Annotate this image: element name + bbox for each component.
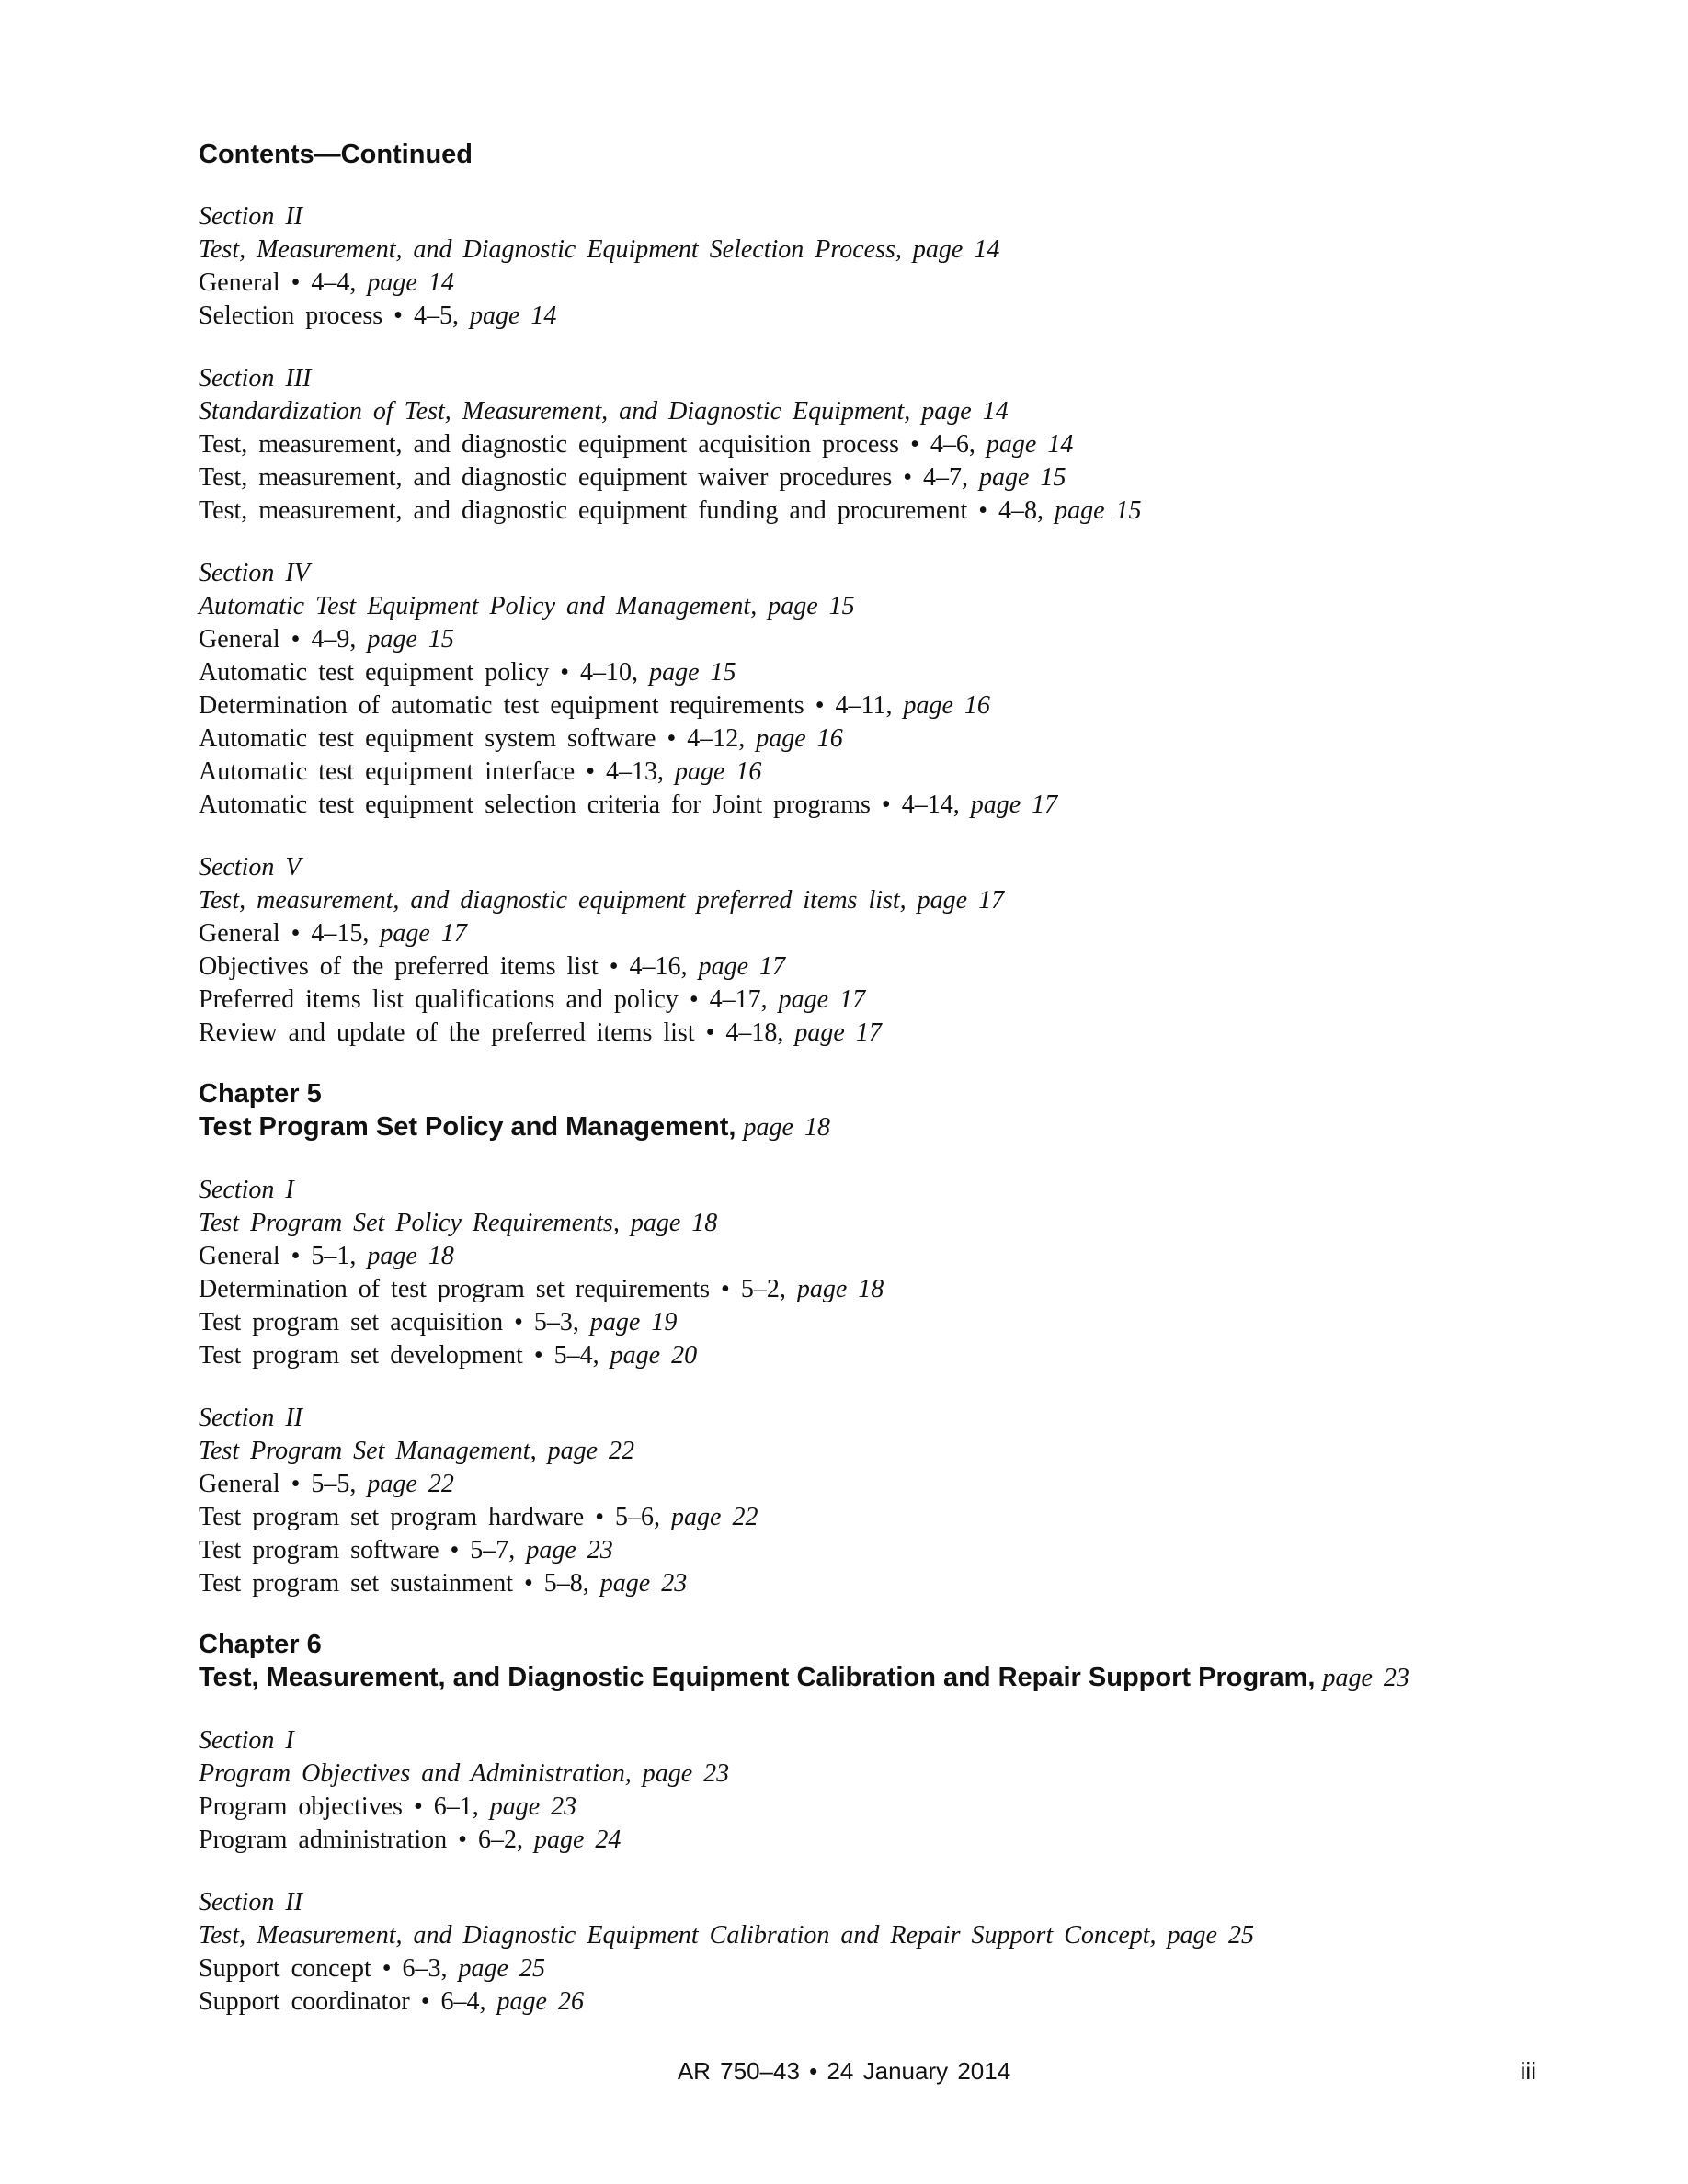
toc-entry[interactable]: [199, 1534, 1633, 1567]
toc-entry-page: page 18: [796, 1275, 884, 1303]
toc-entry-text: Review and update of the preferred items list • 4–18,: [199, 1018, 795, 1047]
toc-entry-text: Automatic test equipment selection criteria for Joint programs • 4–14,: [199, 791, 971, 819]
toc-entry-page: page 23: [599, 1569, 688, 1598]
section-label: Section V: [199, 853, 302, 882]
toc-section: [199, 851, 1633, 1050]
section-title[interactable]: Program Objectives and Administration, page 23: [199, 1759, 730, 1788]
toc-entry-text: Test program set development • 5–4,: [199, 1341, 610, 1370]
toc-entry-page: page 22: [671, 1503, 758, 1531]
toc-entry-text: Selection process • 4–5,: [199, 301, 470, 330]
toc-entry-text: Preferred items list qualifications and policy • 4–17,: [199, 985, 779, 1014]
chapter-title-row[interactable]: [199, 1110, 1633, 1144]
toc-entry-page: page 22: [367, 1470, 454, 1498]
toc-entry-text: Determination of test program set requirements • 5–2,: [199, 1275, 797, 1303]
toc-entry[interactable]: [199, 1240, 1633, 1273]
toc-entry-page: page 23: [526, 1536, 613, 1564]
section-label: Section II: [199, 202, 303, 231]
toc-entry-text: Test program set sustainment • 5–8,: [199, 1569, 600, 1598]
toc-entry[interactable]: [199, 495, 1633, 528]
toc-entry[interactable]: [199, 428, 1633, 461]
toc-entry-text: Support coordinator • 6–4,: [199, 1987, 497, 2016]
toc-entry-page: page 15: [1055, 496, 1142, 525]
toc-entry-page: page 15: [367, 625, 454, 654]
toc-entry[interactable]: [199, 1567, 1633, 1600]
toc-entry-page: page 17: [778, 985, 866, 1014]
section-label: Section I: [199, 1726, 294, 1755]
toc-entry[interactable]: [199, 1952, 1633, 1985]
section-label: Section IV: [199, 559, 310, 587]
section-label: Section I: [199, 1176, 294, 1204]
toc-entry-page: page 19: [589, 1308, 678, 1337]
toc-entry-page: page 14: [469, 301, 557, 330]
toc-section: [199, 362, 1633, 528]
toc-entry-page: page 26: [496, 1987, 584, 2016]
chapter-label: Chapter 6: [199, 1630, 322, 1659]
toc-entry-text: Support concept • 6–3,: [199, 1954, 459, 1983]
toc-entry[interactable]: [199, 300, 1633, 333]
toc-entry-page: page 25: [458, 1954, 545, 1983]
toc-entry-page: page 17: [380, 919, 467, 948]
section-title[interactable]: Test, Measurement, and Diagnostic Equipment Calibration and Repair Support Concept, page 25: [199, 1921, 1254, 1950]
toc-entry-page: page 23: [489, 1792, 577, 1821]
toc-entry-page: page 15: [979, 463, 1066, 492]
toc-entry[interactable]: [199, 917, 1633, 950]
toc-section: [199, 1402, 1633, 1600]
toc-entry-text: Program administration • 6–2,: [199, 1826, 534, 1854]
section-label: Section II: [199, 1888, 303, 1917]
table-of-contents: [199, 200, 1633, 2019]
toc-entry-text: Program objectives • 6–1,: [199, 1792, 490, 1821]
toc-entry-page: page 14: [986, 430, 1074, 459]
toc-entry-page: page 15: [649, 658, 736, 687]
toc-entry[interactable]: [199, 1017, 1633, 1050]
toc-entry-text: Test, measurement, and diagnostic equipment waiver procedures • 4–7,: [199, 463, 980, 492]
toc-entry-text: Objectives of the preferred items list • 4–16,: [199, 952, 699, 981]
toc-entry[interactable]: [199, 1791, 1633, 1824]
toc-entry-text: Test program software • 5–7,: [199, 1536, 527, 1564]
toc-entry[interactable]: [199, 950, 1633, 984]
toc-entry[interactable]: [199, 1985, 1633, 2019]
toc-entry-page: page 14: [367, 268, 454, 297]
toc-section: [199, 557, 1633, 822]
toc-entry[interactable]: [199, 984, 1633, 1017]
toc-entry-text: General • 4–9,: [199, 625, 368, 654]
spacer: [736, 1112, 743, 1142]
chapter-title: Test, Measurement, and Diagnostic Equipment Calibration and Repair Support Program,: [199, 1663, 1316, 1692]
chapter-page: page 18: [743, 1113, 830, 1142]
toc-entry-page: page 16: [675, 757, 762, 786]
toc-entry[interactable]: [199, 689, 1633, 722]
toc-entry-text: Test, measurement, and diagnostic equipment acquisition process • 4–6,: [199, 430, 987, 459]
toc-chapter: [199, 1077, 1633, 1144]
contents-page: [199, 138, 1633, 2019]
toc-entry-page: page 16: [756, 724, 843, 753]
toc-section: [199, 1724, 1633, 1857]
toc-entry-text: Test program set program hardware • 5–6,: [199, 1503, 672, 1531]
toc-entry[interactable]: [199, 789, 1633, 822]
toc-entry[interactable]: [199, 623, 1633, 656]
toc-entry[interactable]: [199, 461, 1633, 495]
toc-entry[interactable]: [199, 656, 1633, 689]
toc-entry[interactable]: [199, 1501, 1633, 1534]
section-title[interactable]: Test, Measurement, and Diagnostic Equipment Selection Process, page 14: [199, 235, 1000, 264]
section-title[interactable]: Standardization of Test, Measurement, and Diagnostic Equipment, page 14: [199, 397, 1009, 426]
toc-entry-text: Automatic test equipment interface • 4–13,: [199, 757, 675, 786]
toc-entry-text: Determination of automatic test equipment requirements • 4–11,: [199, 691, 904, 720]
section-label: Section III: [199, 364, 312, 392]
footer-citation: AR 750–43 • 24 January 2014: [677, 2057, 1011, 2085]
toc-section: [199, 1886, 1633, 2019]
section-label: Section II: [199, 1404, 303, 1432]
section-title[interactable]: Test, measurement, and diagnostic equipment preferred items list, page 17: [199, 886, 1005, 915]
toc-entry-text: Test program set acquisition • 5–3,: [199, 1308, 590, 1337]
toc-entry-text: General • 4–4,: [199, 268, 368, 297]
toc-entry-text: General • 4–15,: [199, 919, 381, 948]
toc-entry-text: General • 5–5,: [199, 1470, 368, 1498]
page-footer: [0, 2054, 1688, 2091]
toc-entry-text: Test, measurement, and diagnostic equipment funding and procurement • 4–8,: [199, 496, 1055, 525]
toc-entry-text: Automatic test equipment system software • 4–12,: [199, 724, 757, 753]
toc-section: [199, 1174, 1633, 1372]
chapter-label: Chapter 5: [199, 1079, 322, 1109]
toc-entry-page: page 16: [903, 691, 990, 720]
toc-entry-page: page 17: [794, 1018, 882, 1047]
toc-entry-page: page 17: [970, 791, 1058, 819]
footer-page-number: iii: [1520, 2057, 1536, 2085]
chapter-title: Test Program Set Policy and Management,: [199, 1112, 736, 1142]
toc-entry[interactable]: [199, 1468, 1633, 1501]
toc-chapter: [199, 1628, 1633, 1695]
toc-entry[interactable]: [199, 1824, 1633, 1857]
toc-entry-text: Automatic test equipment policy • 4–10,: [199, 658, 650, 687]
toc-entry[interactable]: [199, 267, 1633, 300]
toc-entry-page: page 18: [367, 1242, 454, 1270]
chapter-title-row[interactable]: [199, 1661, 1633, 1695]
toc-entry[interactable]: [199, 1339, 1633, 1372]
toc-entry-page: page 17: [698, 952, 785, 981]
chapter-page: page 23: [1322, 1664, 1409, 1692]
section-title[interactable]: Automatic Test Equipment Policy and Management, page 15: [199, 592, 855, 620]
toc-entry-text: General • 5–1,: [199, 1242, 368, 1270]
contents-heading: Contents—Continued: [199, 140, 473, 169]
toc-section: [199, 200, 1633, 333]
toc-entry-page: page 24: [533, 1826, 622, 1854]
toc-entry-page: page 20: [610, 1341, 698, 1370]
toc-entry[interactable]: [199, 1273, 1633, 1306]
toc-entry[interactable]: [199, 722, 1633, 756]
section-title[interactable]: Test Program Set Management, page 22: [199, 1437, 634, 1465]
toc-entry[interactable]: [199, 756, 1633, 789]
section-title[interactable]: Test Program Set Policy Requirements, page 18: [199, 1209, 718, 1237]
toc-entry[interactable]: [199, 1306, 1633, 1339]
